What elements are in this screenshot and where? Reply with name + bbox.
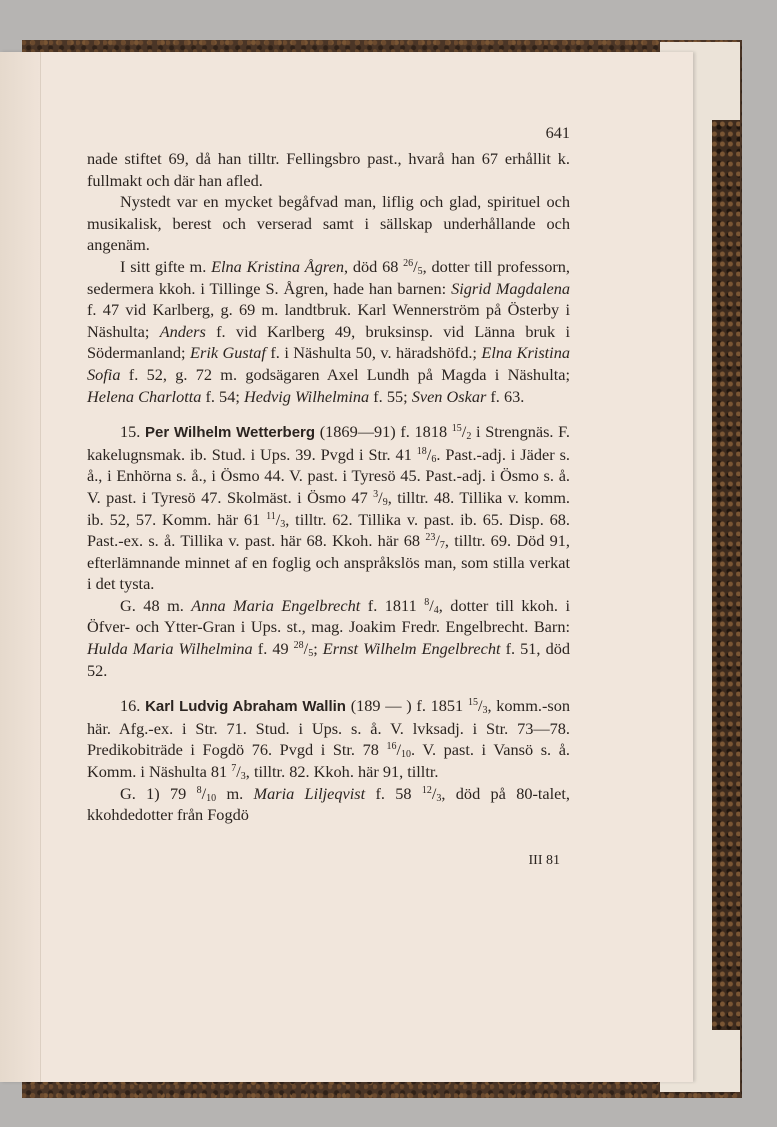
fraction-den: 7 xyxy=(439,540,445,552)
text: f. vid Karlberg 49, bruksinsp. vid Länna bruk i Södermanland; xyxy=(87,321,570,363)
entry-number: 16. xyxy=(120,696,146,716)
text: , tilltr. 69. Död 91, efterlämnande minnet af en foglig och anspråkslös man, som stilla verkat i det tysta. xyxy=(87,531,570,594)
paragraph-character: Nystedt var en mycket begåfvad man, liflig och glad, spirituel och musikalisk, berest och verserad samt i sällskap underhållande och angenäm. xyxy=(87,192,570,255)
text: f. 55; xyxy=(369,386,412,406)
text: f. 52, g. 72 m. godsägaren Axel Lundh på Magda i Näshulta; xyxy=(120,364,570,384)
fraction-num: 8 xyxy=(424,596,430,608)
wife-name: Elna Kristina Ågren xyxy=(211,256,344,276)
text: f. 1811 xyxy=(360,595,425,615)
fraction-den: 6 xyxy=(431,453,437,465)
page-text xyxy=(87,122,570,871)
fraction-den: 10 xyxy=(400,749,411,761)
fraction-num: 7 xyxy=(231,763,237,775)
text: , komm.-son här. Afg.-ex. i Str. 71. Stud. i Ups. s. å. V. lvksadj. i Str. 73—78. Predikobiträde i Fogdö 76. Pvgd i Str. 78 xyxy=(87,696,570,760)
wife-name: Anna Maria Engelbrecht xyxy=(191,595,361,615)
child-name: Helena Charlotta xyxy=(87,386,202,406)
fraction-den: 3 xyxy=(240,771,246,783)
text: . Past.-adj. i Jäder s. å., i Enhörna s. å., i Ösmo 44. V. past. i Tyresö 45. Past.-adj. i Ösmo s. å. V. past. i Tyresö 47. Skolmäst. i Ösmo 47 xyxy=(87,444,570,507)
fraction-den: 3 xyxy=(482,705,488,717)
fraction-num: 15 xyxy=(467,697,478,709)
text: f. 51, död 52. xyxy=(87,639,570,680)
text: i Strengnäs. F. kakelugnsmak. ib. Stud. i Ups. 39. Pvgd i Str. 41 xyxy=(87,422,570,464)
signature-mark: III 81 xyxy=(528,852,560,868)
text: , tilltr. 48. Tillika v. komm. ib. 52, 57. Komm. här 61 xyxy=(87,487,570,529)
text: G. 1) 79 xyxy=(120,783,197,803)
paragraph-continuation: nade stiftet 69, då han tilltr. Fellingsbro past., hvarå han 67 erhållit k. fullmakt och där han afled. xyxy=(87,149,570,190)
entry-15: 15. Per Wilhelm Wetterberg (1869—91) f. 1818 $^{15}/_2$ i Strengnäs. F. kakelugnsmak. ib. Stud. i Ups. 39. Pvgd i Str. 41 $^{18}/_6$. Past.-adj. i Jäder s. å., i Enhörna s. å., i Ösmo 44. V. past. i Tyresö 45. Past.-adj. i Ösmo s. å. V. past. i Tyresö 47. Skolmäst. i Ösmo 47 $^3/_9$, tilltr. 48. Tillika v. komm. ib. 52, 57. Komm. här 61 $^{11}/_3$, tilltr. 62. Tillika v. past. ib. 65. Disp. 68. Past.-ex. s. å. Tillika v. past. här 68. Kkoh. här 68 $^{23}/_7$, tilltr. 69. Död 91, efterlämnande minnet af en foglig och anspråkslös man, som stilla verkat i det tysta. xyxy=(87,422,570,594)
text: f. 47 vid Karlberg, g. 69 m. landtbruk. Karl Wennerström på Österby i Näshulta; xyxy=(87,300,570,341)
text: , död 68 xyxy=(343,256,404,276)
fraction-den: 5 xyxy=(308,648,314,660)
paragraph-marriage: I sitt gifte m. Elna Kristina Ågren, död 68 $^{26}/_5$, dotter till professorn, sedermera kkoh. i Tillinge S. Ågren, hade han barnen: Sigrid Magdalena f. 47 vid Karlberg, g. 69 m. landtbruk. Karl Wennerström på Österby i Näshulta; Anders f. vid Karlberg 49, bruksinsp. vid Länna bruk i Södermanland; Erik Gustaf f. i Näshulta 50, v. häradshöfd.; Elna Kristina Sofia f. 52, g. 72 m. godsägaren Axel Lundh på Magda i Näshulta; Helena Charlotta f. 54; Hedvig Wilhelmina f. 55; Sven Oskar f. 63. xyxy=(87,256,570,406)
left-leaf xyxy=(0,52,41,1082)
fraction-num: 8 xyxy=(196,784,202,796)
text: , tilltr. 62. Tillika v. past. ib. 65. Disp. 68. Past.-ex. s. å. Tillika v. past. här 68. Kkoh. här 68 xyxy=(87,509,570,551)
fraction-num: 18 xyxy=(416,445,427,457)
fraction-num: 28 xyxy=(293,640,304,652)
fraction-num: 26 xyxy=(403,257,414,269)
text: m. xyxy=(216,783,254,803)
text: ; xyxy=(313,639,323,659)
fraction-den: 3 xyxy=(436,792,442,804)
text: I sitt gifte m. xyxy=(120,256,212,276)
entry-name: Karl Ludvig Abraham Wallin xyxy=(145,698,346,716)
child-name: Ernst Wilhelm Engelbrecht xyxy=(322,639,501,659)
fraction-den: 9 xyxy=(382,496,388,508)
fraction-den: 4 xyxy=(433,604,439,616)
entry-number: 15. xyxy=(120,422,146,442)
entry-16: 16. Karl Ludvig Abraham Wallin (189 — ) f. 1851 $^{15}/_3$, komm.-son här. Afg.-ex. i Str. 71. Stud. i Ups. s. å. V. lvksadj. i Str. 73—78. Predikobiträde i Fogdö 76. Pvgd i Str. 78 $^{16}/_{10}$. V. past. i Vansö s. å. Komm. i Näshulta 81 $^7/_3$, tilltr. 82. Kkoh. här 91, tilltr. xyxy=(87,696,571,783)
cover-edge xyxy=(712,120,740,1030)
fraction-den: 10 xyxy=(206,792,217,804)
text: , dotter till professorn, sedermera kkoh. i Tillinge S. Ågren, hade han barnen: xyxy=(87,256,570,298)
text: (1869—91) f. 1818 xyxy=(315,422,452,442)
text: (189 — ) f. 1851 xyxy=(345,696,468,716)
child-name: Sigrid Magdalena xyxy=(451,278,570,298)
child-name: Elna Kristina Sofia xyxy=(87,343,570,384)
fraction-den: 2 xyxy=(466,431,472,443)
fraction-den: 5 xyxy=(417,265,423,277)
child-name: Anders xyxy=(159,321,206,341)
text: G. 48 m. xyxy=(120,595,192,615)
page-number: 641 xyxy=(545,123,570,142)
text: , tilltr. 82. Kkoh. här 91, tilltr. xyxy=(245,762,439,782)
text: f. 63. xyxy=(486,386,525,406)
entry-16-marriage: G. 1) 79 $^8/_{10}$ m. Maria Liljeqvist f. 58 $^{12}/_3$, död på 80-talet, kkohdedotter från Fogdö xyxy=(87,783,571,825)
fraction-num: 3 xyxy=(373,488,379,500)
child-name: Sven Oskar xyxy=(411,386,487,406)
text: f. 49 xyxy=(252,639,294,659)
fraction-num: 12 xyxy=(421,784,432,796)
fraction-num: 11 xyxy=(266,510,276,522)
fraction-num: 23 xyxy=(425,532,436,544)
text: . V. past. i Vansö s. å. Komm. i Näshulta 81 xyxy=(87,740,571,782)
text: f. 58 xyxy=(365,783,422,803)
fraction-num: 16 xyxy=(386,741,397,753)
child-name: Hulda Maria Wilhelmina xyxy=(87,639,253,659)
child-name: Hedvig Wilhelmina xyxy=(243,386,370,406)
wife-name: Maria Liljeqvist xyxy=(253,783,366,803)
entry-name: Per Wilhelm Wetterberg xyxy=(145,424,316,442)
entry-15-marriage: G. 48 m. Anna Maria Engelbrecht f. 1811 $^8/_4$, dotter till kkoh. i Öfver- och Ytter-Gran i Ups. st., mag. Joakim Fredr. Engelbrecht. Barn: Hulda Maria Wilhelmina f. 49 $^{28}/_5$; Ernst Wilhelm Engelbrecht f. 51, död 52. xyxy=(87,595,570,680)
fraction-den: 3 xyxy=(280,518,286,530)
text: , dotter till kkoh. i Öfver- och Ytter-Gran i Ups. st., mag. Joakim Fredr. Engelbrecht. Barn: xyxy=(87,595,570,637)
text: , död på 80-talet, kkohdedotter från Fogdö xyxy=(87,783,571,825)
fraction-num: 15 xyxy=(451,423,462,435)
text: f. i Näshulta 50, v. häradshöfd.; xyxy=(265,343,482,363)
text: f. 54; xyxy=(201,386,244,406)
child-name: Erik Gustaf xyxy=(190,343,266,363)
